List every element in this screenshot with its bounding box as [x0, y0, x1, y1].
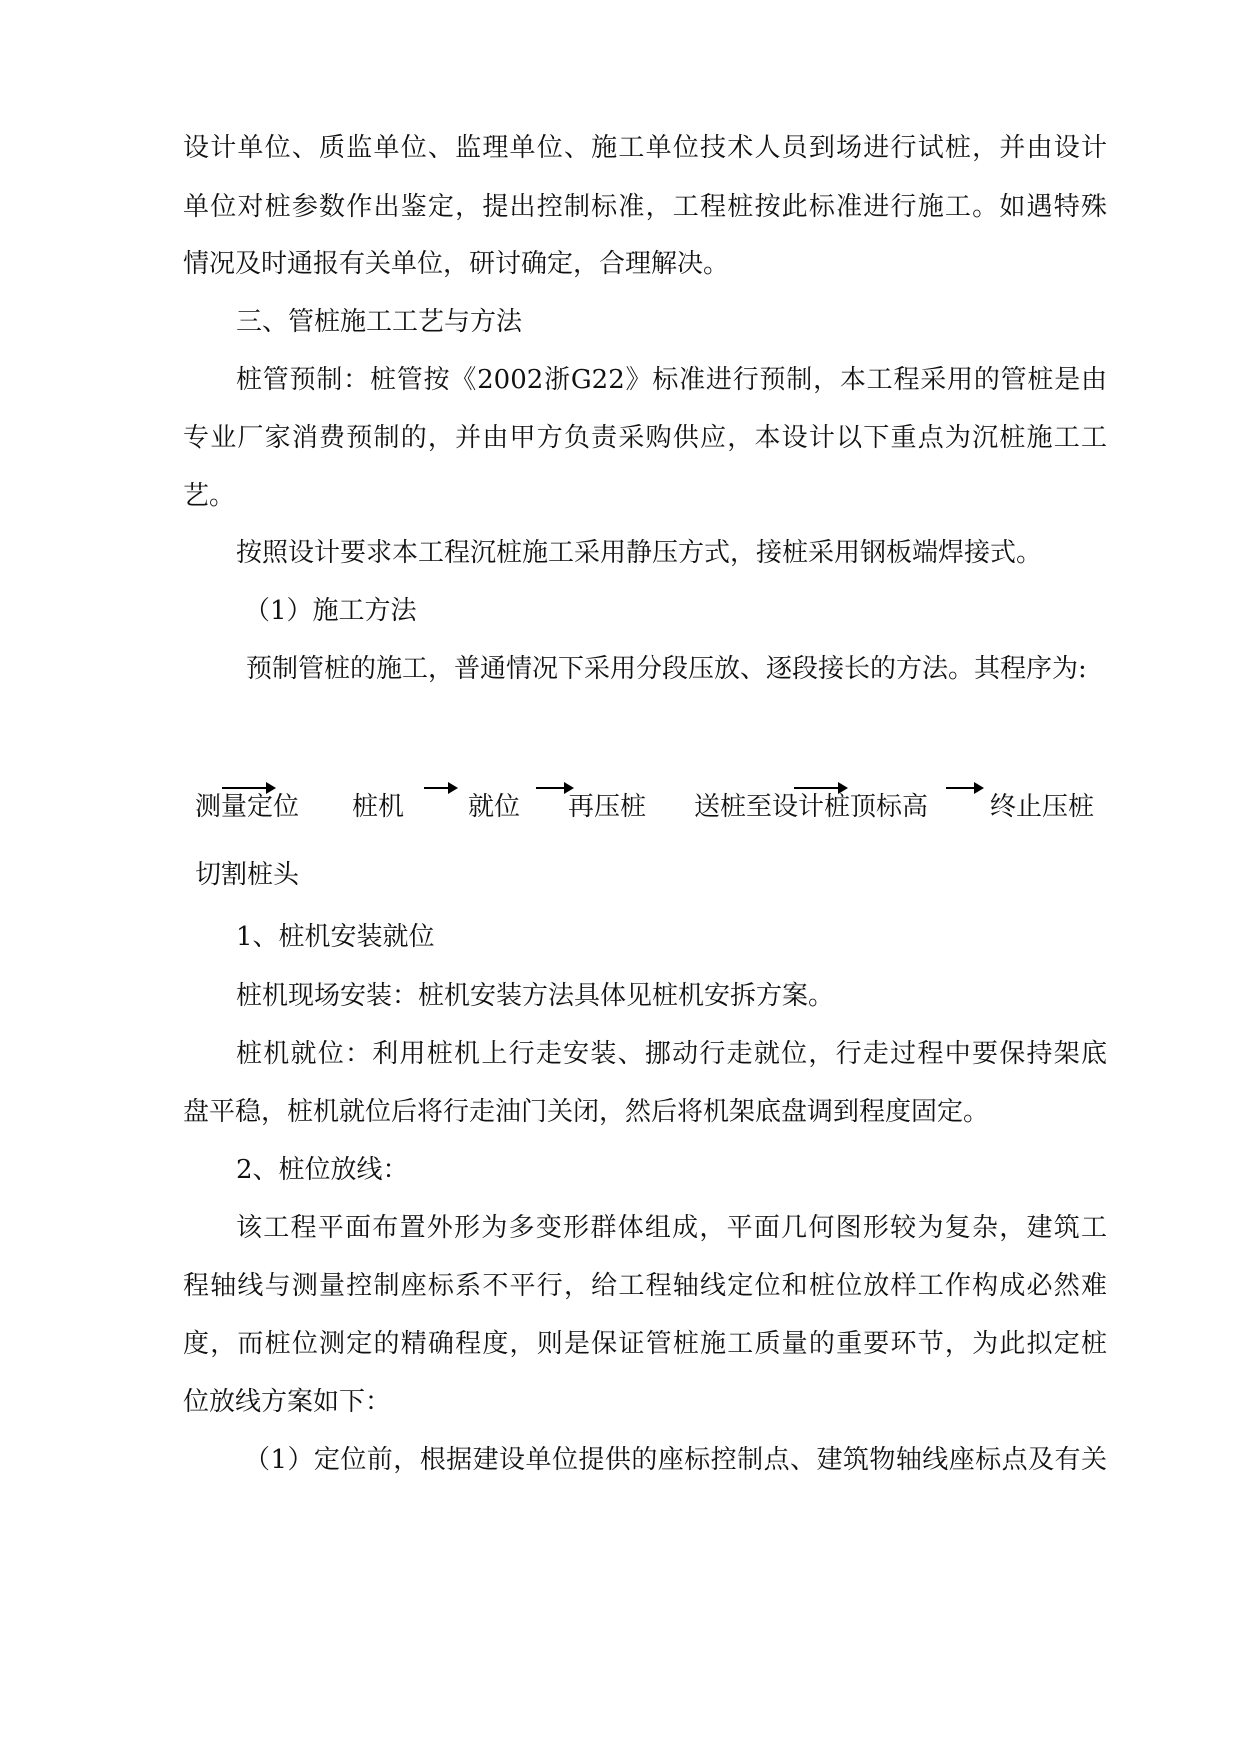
paragraph-line: 度，而桩位测定的精确程度，则是保证管桩施工质量的重要环节，为此拟定桩	[183, 1329, 1107, 1359]
paragraph-line: 该工程平面布置外形为多变形群体组成，平面几何图形较为复杂，建筑工	[236, 1213, 1107, 1243]
arrow-right-icon	[424, 787, 456, 789]
arrow-right-icon	[222, 787, 274, 789]
flow-step-last: 切割桩头	[195, 860, 300, 890]
paragraph-line: 盘平稳，桩机就位后将行走油门关闭，然后将机架底盘调到程度固定。	[183, 1097, 990, 1127]
paragraph-line: 按照设计要求本工程沉桩施工采用静压方式，接桩采用钢板端焊接式。	[236, 538, 1043, 568]
paragraph-line: （1）定位前，根据建设单位提供的座标控制点、建筑物轴线座标点及有关	[244, 1445, 1107, 1475]
flow-step: 再压桩	[568, 792, 647, 822]
paragraph-line: 桩机就位：利用桩机上行走安装、挪动行走就位，行走过程中要保持架底	[236, 1039, 1107, 1069]
section-heading: 三、管桩施工工艺与方法	[236, 307, 523, 337]
list-item-heading: 2、桩位放线：	[236, 1155, 409, 1185]
list-item-heading: 1、桩机安装就位	[236, 922, 435, 952]
paragraph-line: 位放线方案如下：	[183, 1387, 392, 1417]
flow-step: 就位	[468, 792, 521, 822]
paragraph-line: 设计单位、质监单位、监理单位、施工单位技术人员到场进行试桩，并由设计	[183, 133, 1107, 163]
paragraph-line: 预制管桩的施工，普通情况下采用分段压放、逐段接长的方法。其程序为:	[246, 654, 1087, 684]
paragraph-line: 单位对桩参数作出鉴定，提出控制标准，工程桩按此标准进行施工。如遇特殊	[183, 192, 1107, 222]
paragraph-line: 程轴线与测量控制座标系不平行，给工程轴线定位和桩位放样工作构成必然难	[183, 1271, 1107, 1301]
paragraph-line: 情况及时通报有关单位，研讨确定，合理解决。	[183, 249, 730, 279]
paragraph-line: 桩管预制：桩管按《2002浙G22》标准进行预制，本工程采用的管桩是由	[236, 365, 1107, 395]
arrow-right-icon	[536, 787, 572, 789]
flow-step: 测量定位	[195, 792, 300, 822]
paragraph-line: 桩机现场安装：桩机安装方法具体见桩机安拆方案。	[236, 981, 835, 1011]
subsection-heading: （1）施工方法	[244, 596, 417, 626]
arrow-right-icon	[794, 787, 846, 789]
flow-step: 送桩至设计桩顶标高	[694, 792, 929, 822]
flow-step: 桩机	[352, 792, 405, 822]
paragraph-line: 艺。	[183, 481, 236, 511]
arrow-right-icon	[946, 787, 982, 789]
paragraph-line: 专业厂家消费预制的，并由甲方负责采购供应，本设计以下重点为沉桩施工工	[183, 423, 1107, 453]
flow-step: 终止压桩	[990, 792, 1095, 822]
